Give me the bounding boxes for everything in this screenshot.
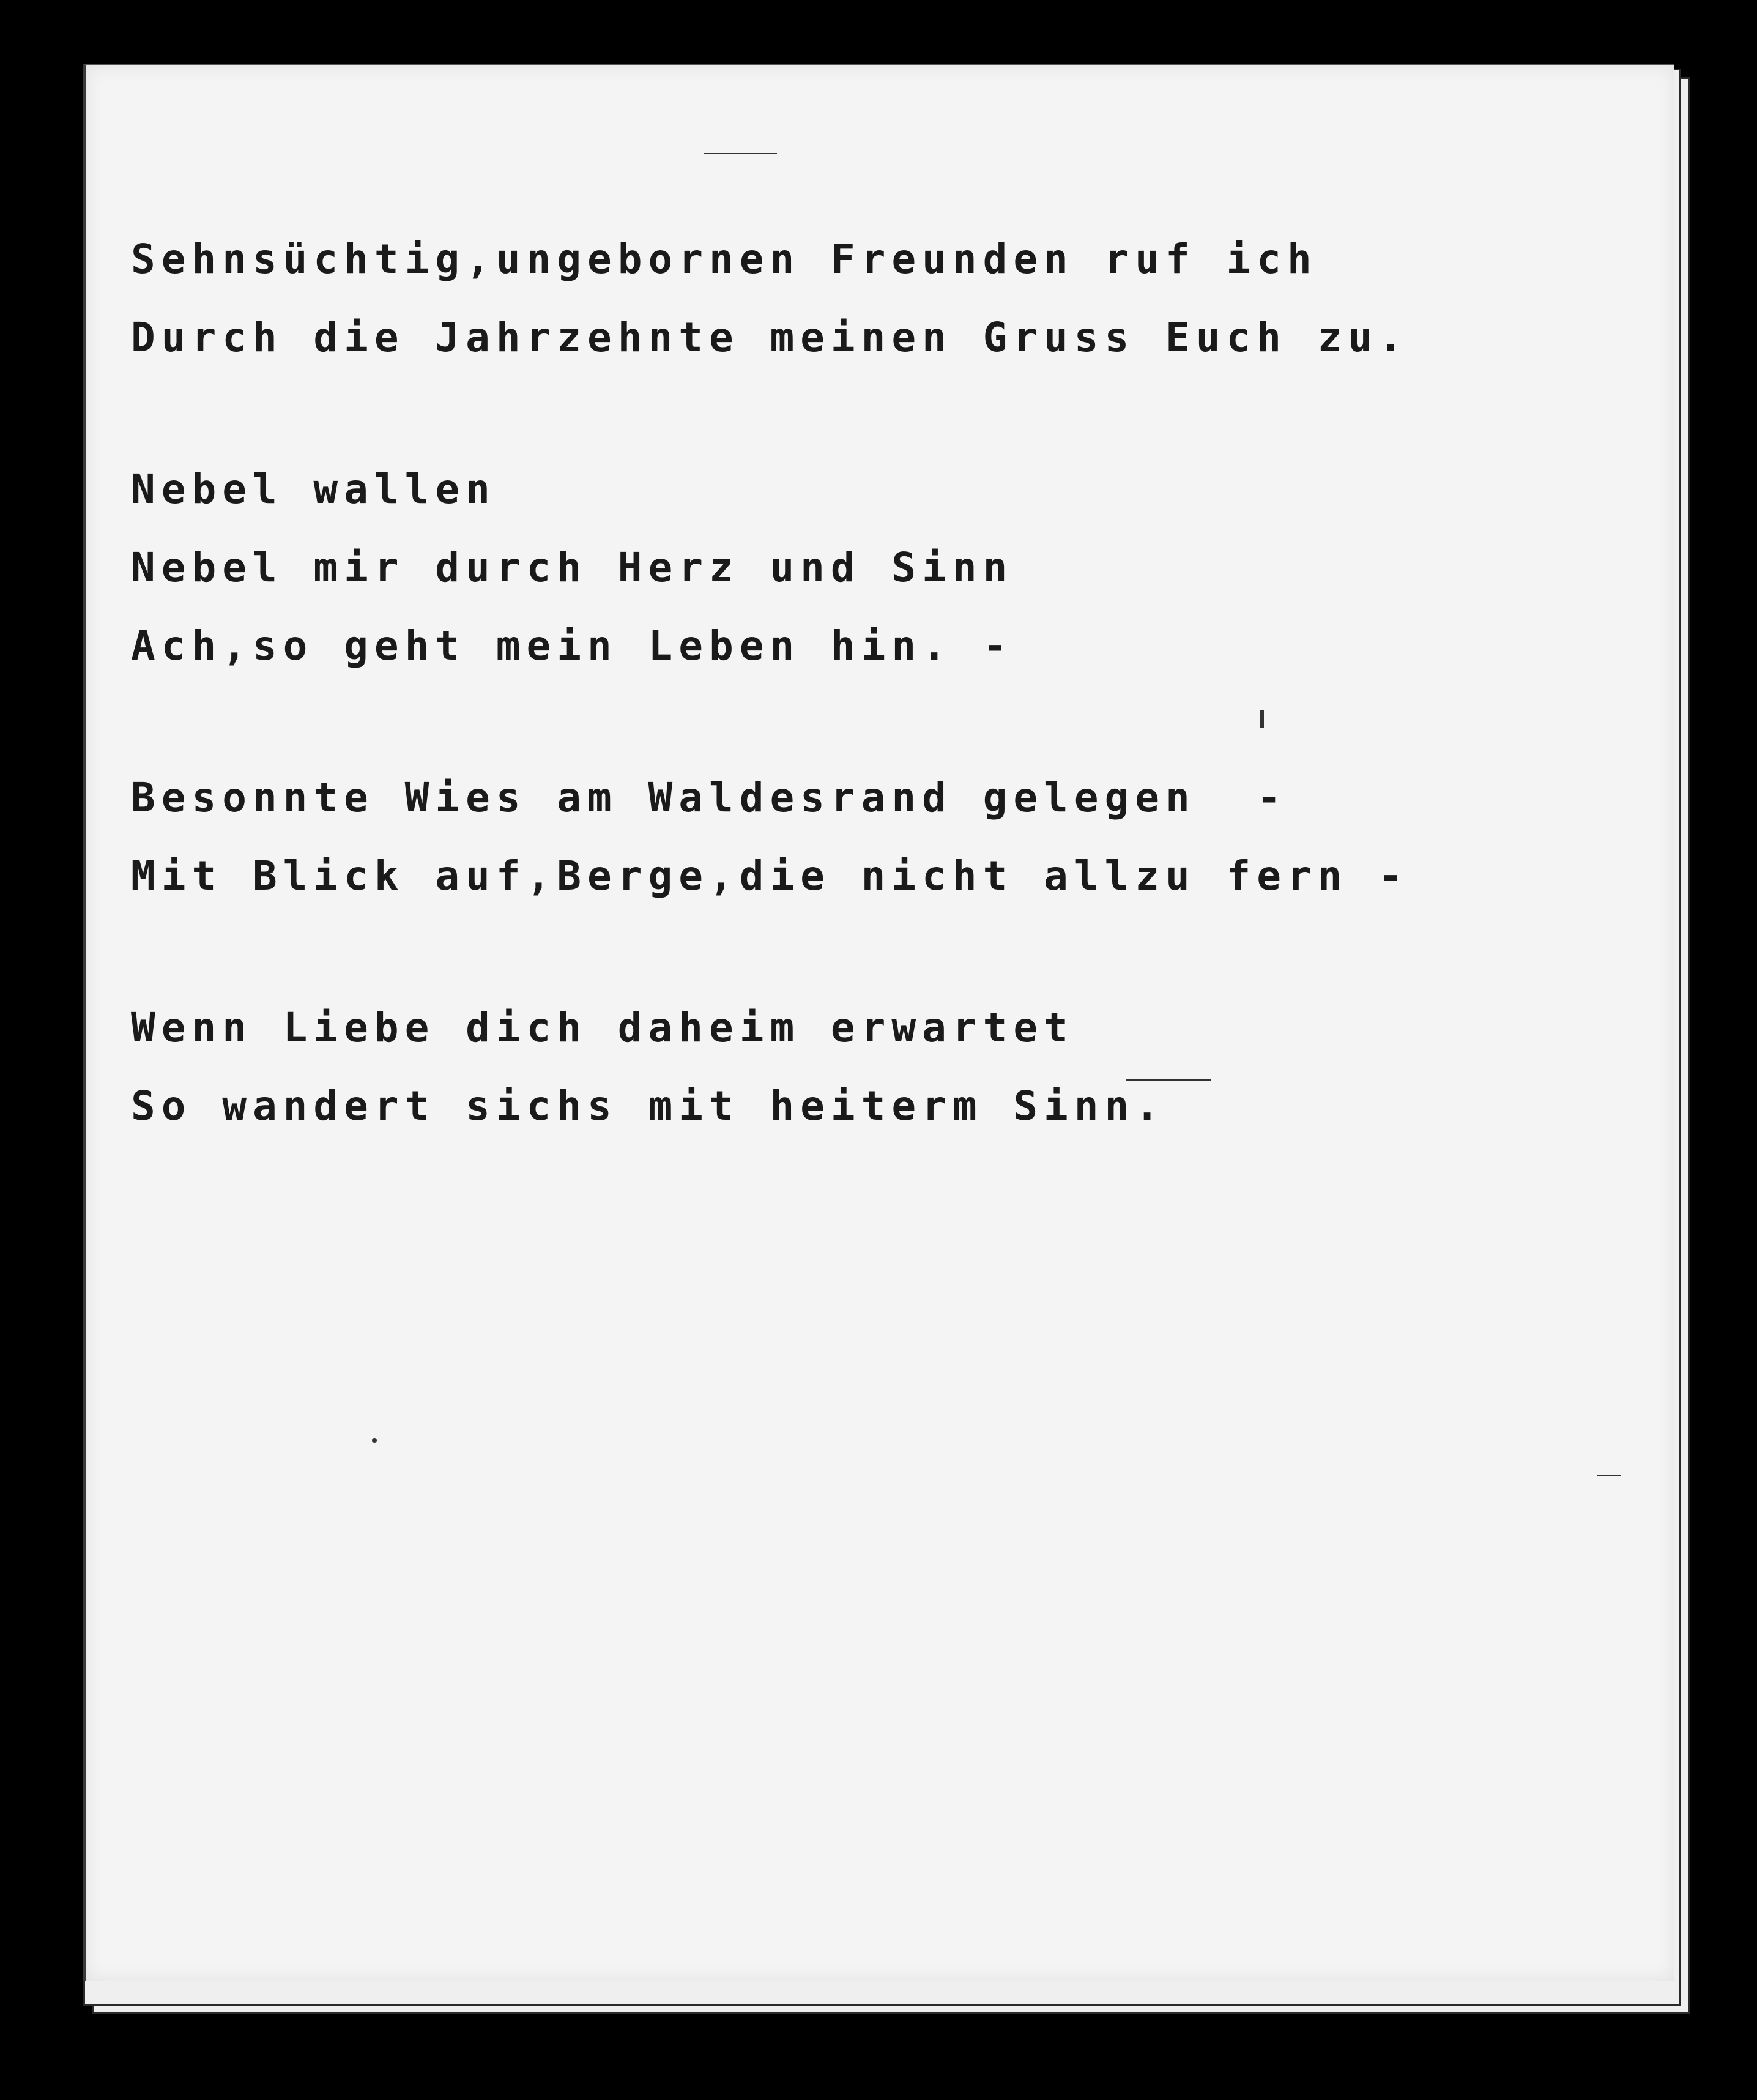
poem-line: Besonnte Wies am Waldesrand gelegen - [131, 774, 1287, 821]
poem-text [131, 220, 1538, 1145]
poem-line: So wandert sichs mit heiterm Sinn. [131, 1082, 1166, 1130]
poem-line: Wenn Liebe dich daheim erwartet [131, 1004, 1074, 1051]
ink-speck [1597, 1475, 1621, 1476]
poem-line: Sehnsüchtig,ungebornen Freunden ruf ich [131, 236, 1318, 283]
poem-line: Durch die Jahrzehnte meinen Gruss Euch zu. [131, 314, 1409, 361]
stanza-gap [131, 685, 1538, 759]
ink-speck [704, 153, 777, 154]
stanza-gap [131, 377, 1538, 450]
poem-line: Nebel mir durch Herz und Sinn [131, 544, 1014, 591]
poem-line: Ach,so geht mein Leben hin. - [131, 622, 1014, 669]
poem-line: Mit Blick auf,Berge,die nicht allzu fern - [131, 852, 1409, 899]
poem-line: Nebel wallen [131, 466, 496, 513]
ink-speck [372, 1438, 377, 1443]
stanza-gap [131, 915, 1538, 989]
